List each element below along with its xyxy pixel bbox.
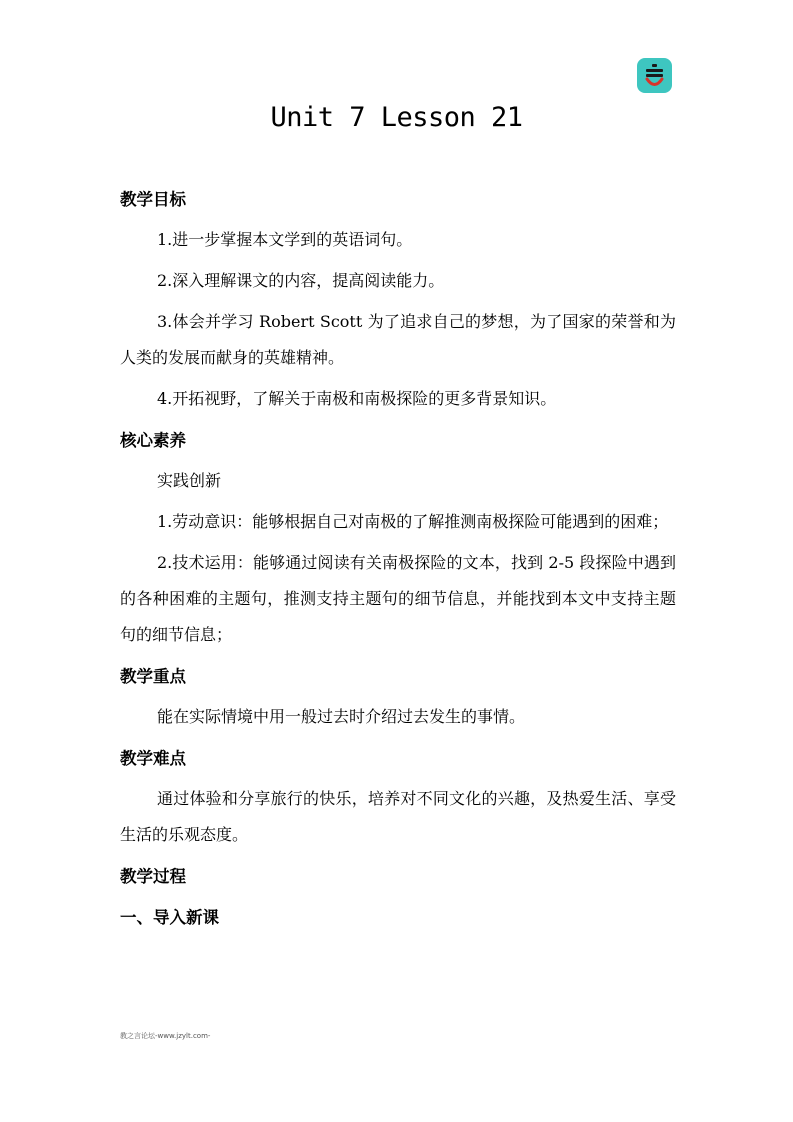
literacy-item: 实践创新 bbox=[157, 471, 222, 490]
section-heading-key-points: 教学重点 bbox=[120, 667, 186, 686]
objective-item: 2.深入理解课文的内容，提高阅读能力。 bbox=[157, 271, 445, 290]
key-point-item: 能在实际情境中用一般过去时介绍过去发生的事情。 bbox=[157, 707, 526, 726]
difficulty-item: 通过体验和分享旅行的快乐，培养对不同文化的兴趣，及热爱生活、享受生活的乐观态度。 bbox=[120, 789, 676, 844]
section-heading-difficulties: 教学难点 bbox=[120, 749, 186, 768]
jiaozhiyan-logo-icon bbox=[637, 58, 672, 93]
section-heading-literacy: 核心素养 bbox=[120, 431, 186, 450]
subsection-heading-intro: 一、导入新课 bbox=[120, 908, 219, 927]
objective-item: 4.开拓视野，了解关于南极和南极探险的更多背景知识。 bbox=[157, 389, 557, 408]
objective-item: 3.体会并学习 Robert Scott 为了追求自己的梦想，为了国家的荣誉和为人类的发展而献身的英雄精神。 bbox=[120, 312, 676, 367]
footer-watermark: 教之言论坛-www.jzylt.com- bbox=[120, 1032, 211, 1040]
lesson-plan-body bbox=[120, 181, 676, 940]
page-title: Unit 7 Lesson 21 bbox=[270, 102, 523, 133]
section-heading-objectives: 教学目标 bbox=[120, 190, 186, 209]
section-heading-process: 教学过程 bbox=[120, 867, 186, 886]
objective-item: 1.进一步掌握本文学到的英语词句。 bbox=[157, 230, 413, 249]
literacy-item: 2.技术运用：能够通过阅读有关南极探险的文本，找到 2-5 段探险中遇到的各种困难的主题句，推测支持主题句的细节信息，并能找到本文中支持主题句的细节信息； bbox=[120, 553, 676, 644]
literacy-item: 1.劳动意识：能够根据自己对南极的了解推测南极探险可能遇到的困难； bbox=[157, 512, 669, 531]
